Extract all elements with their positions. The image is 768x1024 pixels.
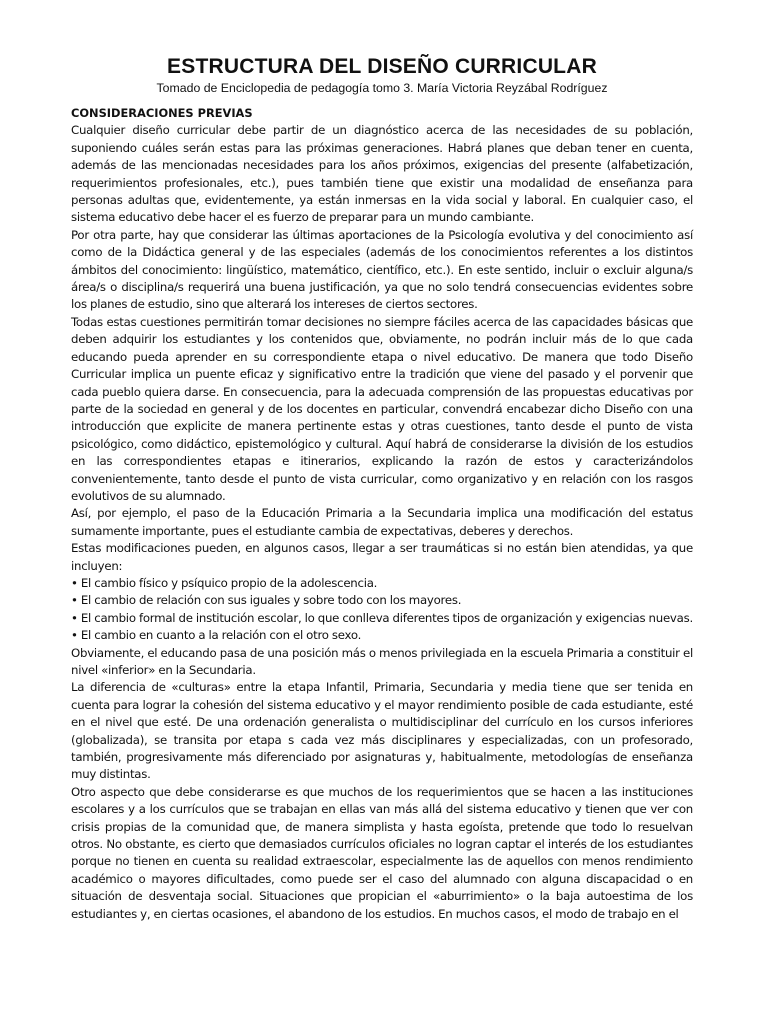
paragraph-psicologia: Por otra parte, hay que considerar las últimas aportaciones de la Psicología evolutiva y del conocimiento así como de la Didáctica general y de las especiales (además de los conocimientos referentes a los distintos ámbitos del conocimiento: lingüístico, matemático, científico, etc.). En este sentido, incluir o excluir alguna/s área/s o disciplina/s requerirá una buena justificación, ya que no solo tendrá consecuencias evidentes sobre los planes de estudio, sino que alterará los intereses de ciertos sectores. — [71, 227, 693, 312]
paragraph-paso-primaria-secundaria: Así, por ejemplo, el paso de la Educación Primaria a la Secundaria implica una modificación del estatus sumamente importante, pues el estudiante cambia de expectativas, deberes y derechos. — [71, 506, 693, 538]
bullet-item: • El cambio en cuanto a la relación con el otro sexo. — [71, 628, 362, 643]
paragraph-modificaciones: Estas modificaciones pueden, en algunos casos, llegar a ser traumáticas si no están bien atendidas, ya que incluyen: — [71, 541, 693, 573]
bullet-list — [71, 575, 693, 645]
bullet-item: • El cambio de relación con sus iguales y sobre todo con los mayores. — [71, 593, 462, 608]
document-page — [71, 54, 693, 923]
paragraph-decisiones: Todas estas cuestiones permitirán tomar decisiones no siempre fáciles acerca de las capacidades básicas que deben adquirir los estudiantes y los contenidos que, obviamente, no podrán incluir más de lo que cada educando pueda aprender en su correspondiente etapa o nivel educativo. De manera que todo Diseño Curricular implica un puente eficaz y significativo entre la tradición que viene del pasado y el porvenir que cada pueblo quiera darse. En consecuencia, para la adecuada comprensión de las propuestas educativas por parte de la sociedad en general y de los docentes en particular, convendrá encabezar dicho Diseño con una introducción que explicite de manera pertinente estas y otras cuestiones, tanto desde el punto de vista psicológico, como didáctico, epistemológico y cultural. Aquí habrá de considerarse la división de los estudios en las correspondientes etapas e itinerarios, explicando la razón de estos y caracterizándolos convenientemente, tanto desde el punto de vista curricular, como organizativo y en relación con los rasgos evolutivos de su alumnado. — [71, 314, 693, 503]
bullet-item: • El cambio formal de institución escolar, lo que conlleva diferentes tipos de organización y exigencias nuevas. — [71, 610, 693, 625]
section-heading: CONSIDERACIONES PREVIAS — [71, 106, 253, 120]
document-title: ESTRUCTURA DEL DISEÑO CURRICULAR — [167, 55, 597, 78]
bullet-item: • El cambio físico y psíquico propio de la adolescencia. — [71, 575, 378, 590]
paragraph-culturas: La diferencia de «culturas» entre la etapa Infantil, Primaria, Secundaria y media tiene que ser tenida en cuenta para lograr la cohesión del sistema educativo y el mayor rendimiento posible de cada estudiante, esté en el nivel que esté. De una ordenación generalista o multidisciplinar del currículo en los cursos inferiores (globalizada), se transita por etapa s cada vez más disciplinares y especializadas, con un profesorado, también, progresivamente más diferenciado por asignaturas y, habitualmente, metodologías de enseñanza muy distintas. — [71, 680, 693, 782]
paragraph-requerimientos: Otro aspecto que debe considerarse es que muchos de los requerimientos que se hacen a las instituciones escolares y a los currículos que se trabajan en ellas van más allá del sistema educativo y tienen que ver con crisis propias de la comunidad que, de manera simplista y hasta egoísta, pretende que todo lo resuelvan otros. No obstante, es cierto que demasiados currículos oficiales no logran captar el interés de los estudiantes porque no tienen en cuenta su realidad extraescolar, especialmente las de aquellos con menos rendimiento académico o mayores dificultades, como puede ser el caso del alumnado con alguna discapacidad o en situación de desventaja social. Situaciones que propician el «aburrimiento» o la baja autoestima de los estudiantes y, en ciertas ocasiones, el abandono de los estudios. En muchos casos, el modo de trabajo en el — [71, 784, 693, 921]
paragraph-diagnostico: Cualquier diseño curricular debe partir de un diagnóstico acerca de las necesidades de su población, suponiendo cuáles serán estas para las próximas generaciones. Habrá planes que deban tener en cuenta, además de las mencionadas necesidades para los años próximos, exigencias del presente (alfabetización, requerimientos profesionales, etc.), pues también tiene que existir una modalidad de enseñanza para personas adultas que, evidentemente, ya están inmersas en la vida social y laboral. En cualquier caso, el sistema educativo debe hacer el es fuerzo de preparar para un mundo cambiante. — [71, 123, 693, 225]
paragraph-nivel-inferior: Obviamente, el educando pasa de una posición más o menos privilegiada en la escuela Primaria a constituir el nivel «inferior» en la Secundaria. — [71, 645, 693, 677]
document-subtitle: Tomado de Enciclopedia de pedagogía tomo 3. María Victoria Reyzábal Rodríguez — [156, 81, 608, 95]
